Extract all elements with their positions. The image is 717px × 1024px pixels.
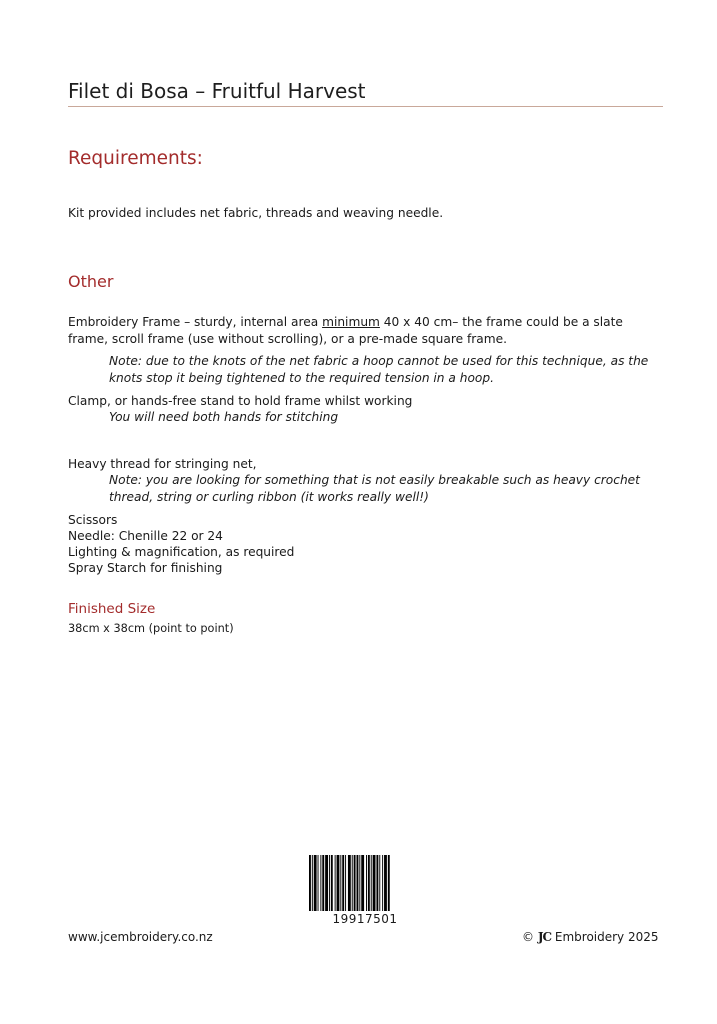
- clamp-line: Clamp, or hands-free stand to hold frame whilst working: [68, 394, 413, 408]
- frame-line-1-a: Embroidery Frame – sturdy, internal area: [68, 315, 323, 329]
- thread-note-line-2: thread, string or curling ribbon (it works really well!): [109, 490, 429, 504]
- copyright-text: Embroidery 2025: [554, 930, 659, 944]
- list-item: Scissors: [68, 513, 118, 527]
- page-title: Filet di Bosa – Fruitful Harvest: [68, 79, 366, 103]
- frame-line-1: [68, 314, 623, 331]
- frame-line-1-b: 40 x 40 cm– the frame could be a slate: [379, 315, 623, 329]
- kit-text: Kit provided includes net fabric, threads and weaving needle.: [68, 206, 444, 220]
- other-heading: Other: [68, 272, 114, 291]
- frame-line-2: frame, scroll frame (use without scrolling), or a pre-made square frame.: [68, 332, 507, 346]
- barcode-number: 19917501: [332, 912, 398, 926]
- finished-size-value: 38cm x 38cm (point to point): [68, 622, 234, 635]
- copyright-symbol: ©: [522, 930, 534, 944]
- list-item: Needle: Chenille 22 or 24: [68, 529, 223, 543]
- thread-note-line-1: Note: you are looking for something that is not easily breakable such as heavy crochet: [109, 473, 640, 487]
- frame-note-line-2: knots stop it being tightened to the required tension in a hoop.: [109, 371, 494, 385]
- finished-size-heading: Finished Size: [68, 601, 156, 617]
- footer-website: www.jcembroidery.co.nz: [68, 930, 213, 944]
- clamp-note: You will need both hands for stitching: [109, 410, 339, 424]
- footer-copyright: [522, 930, 659, 944]
- thread-line: Heavy thread for stringing net,: [68, 457, 257, 471]
- list-item: Spray Starch for finishing: [68, 561, 223, 575]
- list-item: Lighting & magnification, as required: [68, 545, 295, 559]
- jc-logo: JC: [537, 930, 552, 944]
- barcode-image: [309, 855, 421, 911]
- frame-line-1-underline: minimum: [322, 315, 380, 329]
- frame-note-line-1: Note: due to the knots of the net fabric a hoop cannot be used for this technique, as the: [109, 354, 649, 368]
- title-divider: [68, 106, 663, 107]
- requirements-heading: Requirements:: [68, 148, 203, 169]
